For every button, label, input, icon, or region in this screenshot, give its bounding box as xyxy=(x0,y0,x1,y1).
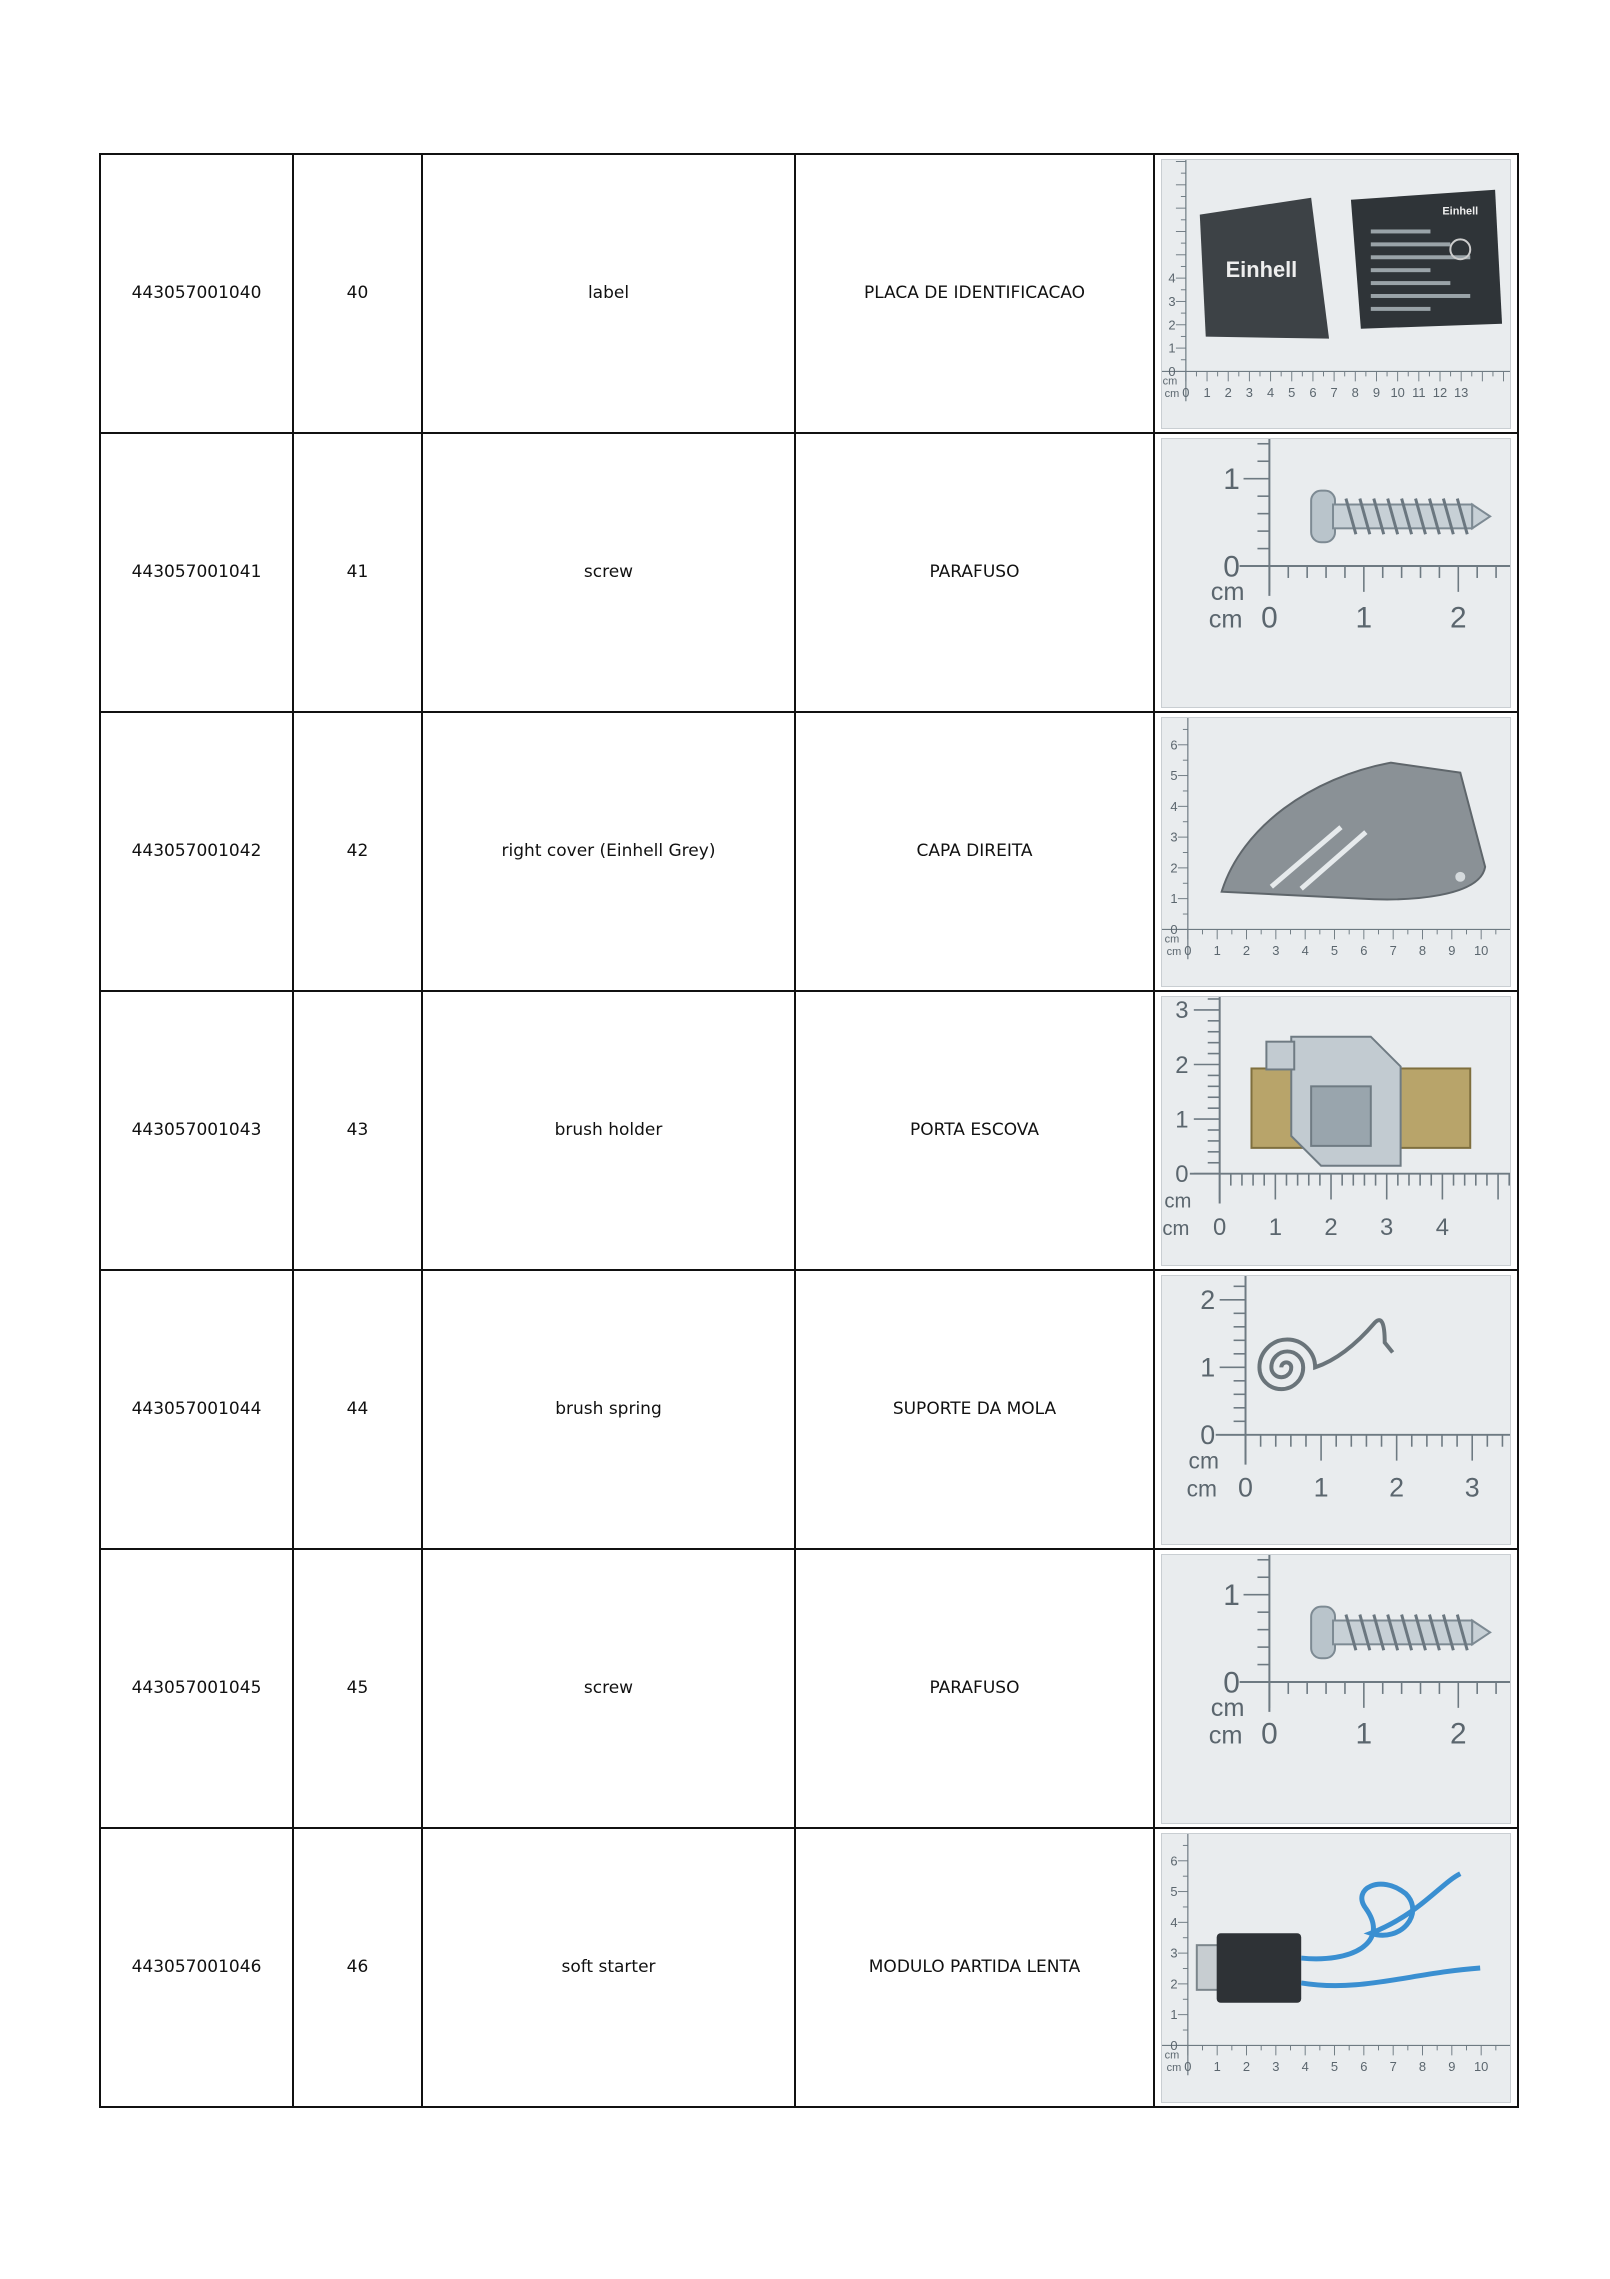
ruler-x-tick-label: 0 xyxy=(1261,1717,1278,1751)
parts-table xyxy=(99,153,1519,2108)
ruler-x-tick-label: 2 xyxy=(1450,1717,1467,1751)
ruler-x-tick-label: 0 xyxy=(1184,942,1192,958)
ruler-x-tick-label: 6 xyxy=(1309,384,1317,400)
ruler-x-tick-label: 0 xyxy=(1213,1213,1227,1241)
part-photo-cell xyxy=(1154,1549,1518,1828)
part-photo-cell xyxy=(1154,1828,1518,2107)
ruler-unit-label: cm xyxy=(1208,1721,1243,1750)
ruler-unit-label: cm xyxy=(1208,605,1243,634)
brush-holder-part xyxy=(1251,1036,1470,1165)
part-photo-cell xyxy=(1154,1270,1518,1549)
ruler-x-tick-label: 10 xyxy=(1473,2058,1489,2074)
ruler-x-tick-label: 7 xyxy=(1389,2058,1397,2074)
ruler-unit-label: cm xyxy=(1210,577,1245,606)
position-number-cell: 42 xyxy=(293,712,422,991)
table-row xyxy=(100,1270,1518,1549)
ruler-x-tick-label: 9 xyxy=(1448,942,1456,958)
article-number-cell: 443057001044 xyxy=(100,1270,293,1549)
soft-starter-part xyxy=(1197,1873,1480,2002)
ruler-x-tick-label: 8 xyxy=(1351,384,1359,400)
ruler-unit-label: cm xyxy=(1164,1189,1192,1212)
part-name-pt-cell: SUPORTE DA MOLA xyxy=(795,1270,1154,1549)
ruler-x-tick-label: 3 xyxy=(1464,1471,1480,1502)
ruler-x-tick-label: 10 xyxy=(1473,942,1489,958)
ruler-x-tick-label: 6 xyxy=(1360,942,1368,958)
ruler-unit-label: cm xyxy=(1166,945,1182,958)
ruler-x-tick-label: 2 xyxy=(1324,1213,1338,1241)
ruler-unit-label: cm xyxy=(1210,1693,1245,1722)
ruler-y-tick-label: 0 xyxy=(1223,1665,1240,1699)
ruler xyxy=(1209,439,1510,635)
ruler-x-tick-label: 7 xyxy=(1330,384,1338,400)
table-row xyxy=(100,433,1518,712)
ruler xyxy=(1187,1276,1510,1502)
position-number-cell: 41 xyxy=(293,433,422,712)
part-name-en-cell: soft starter xyxy=(422,1828,795,2107)
ruler-x-tick-label: 2 xyxy=(1389,1471,1405,1502)
ruler-y-tick-label: 4 xyxy=(1168,270,1176,286)
ruler-x-tick-label: 2 xyxy=(1242,2058,1251,2074)
brush-holder-photo xyxy=(1161,996,1511,1266)
ruler-x-tick-label: 13 xyxy=(1453,384,1469,400)
article-number-cell: 443057001041 xyxy=(100,433,293,712)
part-name-pt-cell: PLACA DE IDENTIFICACAO xyxy=(795,154,1154,433)
ruler-y-tick-label: 3 xyxy=(1175,996,1189,1024)
parts-table-body xyxy=(100,154,1518,2107)
ruler-x-tick-label: 8 xyxy=(1418,2058,1427,2074)
part-name-pt-cell: PARAFUSO xyxy=(795,1549,1154,1828)
position-number-cell: 46 xyxy=(293,1828,422,2107)
ruler-x-tick-label: 2 xyxy=(1224,384,1232,400)
ruler-x-tick-label: 0 xyxy=(1182,384,1190,400)
screw-photo xyxy=(1161,438,1511,708)
ruler-y-tick-label: 0 xyxy=(1175,1160,1189,1188)
ruler-y-tick-label: 2 xyxy=(1170,859,1178,875)
ruler-unit-label: cm xyxy=(1166,2061,1182,2074)
article-number-cell: 443057001042 xyxy=(100,712,293,991)
brand-logo: Einhell xyxy=(1442,205,1479,218)
ruler-y-tick-label: 2 xyxy=(1175,1051,1189,1079)
ruler-x-tick-label: 4 xyxy=(1435,1213,1450,1241)
ruler-x-tick-label: 5 xyxy=(1330,2058,1339,2074)
article-number-cell: 443057001040 xyxy=(100,154,293,433)
screw-part xyxy=(1311,490,1490,542)
ruler-y-tick-label: 1 xyxy=(1223,462,1240,496)
part-name-en-cell: label xyxy=(422,154,795,433)
ruler-x-tick-label: 11 xyxy=(1412,384,1426,400)
ruler-unit-label: cm xyxy=(1164,2048,1180,2061)
ruler-x-tick-label: 2 xyxy=(1450,601,1467,635)
screw-photo xyxy=(1161,1554,1511,1824)
ruler-x-tick-label: 1 xyxy=(1313,1471,1329,1502)
article-number-cell: 443057001043 xyxy=(100,991,293,1270)
ruler-x-tick-label: 0 xyxy=(1238,1471,1253,1502)
part-name-pt-cell: MODULO PARTIDA LENTA xyxy=(795,1828,1154,2107)
ruler-x-tick-label: 10 xyxy=(1390,384,1405,400)
ruler-x-tick-label: 9 xyxy=(1372,384,1381,400)
part-name-en-cell: screw xyxy=(422,433,795,712)
ruler-y-tick-label: 0 xyxy=(1223,549,1240,583)
table-row xyxy=(100,154,1518,433)
ruler-unit-label: cm xyxy=(1188,1447,1219,1474)
ruler-unit-label: cm xyxy=(1164,387,1180,400)
ruler-x-tick-label: 3 xyxy=(1272,2058,1280,2074)
ruler-y-tick-label: 0 xyxy=(1170,921,1178,937)
ruler-y-tick-label: 1 xyxy=(1170,890,1178,906)
part-photo-cell xyxy=(1154,154,1518,433)
position-number-cell: 45 xyxy=(293,1549,422,1828)
ruler-x-tick-label: 3 xyxy=(1272,942,1280,958)
label-photo xyxy=(1161,159,1511,429)
ruler-y-tick-label: 4 xyxy=(1170,798,1178,814)
part-name-pt-cell: PARAFUSO xyxy=(795,433,1154,712)
label-part xyxy=(1200,189,1502,338)
ruler-x-tick-label: 4 xyxy=(1301,2058,1309,2074)
part-name-en-cell: right cover (Einhell Grey) xyxy=(422,712,795,991)
part-name-en-cell: brush spring xyxy=(422,1270,795,1549)
ruler-y-tick-label: 0 xyxy=(1170,2037,1178,2053)
brand-logo: Einhell xyxy=(1225,256,1298,282)
ruler-y-tick-label: 3 xyxy=(1170,829,1178,845)
ruler-x-tick-label: 1 xyxy=(1203,384,1211,400)
ruler-x-tick-label: 3 xyxy=(1245,384,1253,400)
ruler-x-tick-label: 1 xyxy=(1213,2058,1221,2074)
ruler-y-tick-label: 0 xyxy=(1200,1419,1216,1450)
part-name-en-cell: brush holder xyxy=(422,991,795,1270)
ruler-y-tick-label: 2 xyxy=(1200,1284,1216,1315)
part-name-en-cell: screw xyxy=(422,1549,795,1828)
ruler-y-tick-label: 5 xyxy=(1170,1883,1178,1899)
soft-starter-photo xyxy=(1161,1833,1511,2103)
ruler-y-tick-label: 3 xyxy=(1170,1945,1178,1961)
ruler-y-tick-label: 3 xyxy=(1168,293,1176,309)
table-row xyxy=(100,991,1518,1270)
ruler-x-tick-label: 0 xyxy=(1261,601,1278,635)
ruler-x-tick-label: 1 xyxy=(1268,1213,1282,1241)
position-number-cell: 44 xyxy=(293,1270,422,1549)
ruler-y-tick-label: 6 xyxy=(1170,736,1178,752)
ruler-x-tick-label: 12 xyxy=(1432,384,1448,400)
ruler-y-tick-label: 1 xyxy=(1200,1352,1216,1383)
ruler-x-tick-label: 1 xyxy=(1355,1717,1373,1751)
screw-part xyxy=(1311,1606,1490,1658)
ruler-unit-label: cm xyxy=(1164,932,1180,945)
part-name-pt-cell: PORTA ESCOVA xyxy=(795,991,1154,1270)
ruler xyxy=(1209,1555,1510,1751)
ruler-x-tick-label: 1 xyxy=(1213,942,1221,958)
ruler-y-tick-label: 4 xyxy=(1170,1914,1178,1930)
part-photo-cell xyxy=(1154,991,1518,1270)
ruler-x-tick-label: 7 xyxy=(1389,942,1397,958)
part-photo-cell xyxy=(1154,433,1518,712)
table-row xyxy=(100,1828,1518,2107)
ruler-y-tick-label: 1 xyxy=(1175,1105,1189,1133)
ruler-y-tick-label: 5 xyxy=(1170,767,1178,783)
ruler-x-tick-label: 8 xyxy=(1418,942,1427,958)
ruler-y-tick-label: 6 xyxy=(1170,1852,1178,1868)
ruler-x-tick-label: 5 xyxy=(1330,942,1339,958)
ruler-x-tick-label: 0 xyxy=(1184,2058,1192,2074)
ruler-x-tick-label: 5 xyxy=(1288,384,1296,400)
part-name-pt-cell: CAPA DIREITA xyxy=(795,712,1154,991)
ruler-x-tick-label: 2 xyxy=(1242,942,1251,958)
ruler-x-tick-label: 4 xyxy=(1301,942,1309,958)
article-number-cell: 443057001045 xyxy=(100,1549,293,1828)
ruler-x-tick-label: 4 xyxy=(1266,384,1275,400)
ruler-y-tick-label: 0 xyxy=(1168,363,1176,379)
cover-photo xyxy=(1161,717,1511,987)
ruler-unit-label: cm xyxy=(1186,1474,1217,1501)
article-number-cell: 443057001046 xyxy=(100,1828,293,2107)
ruler-x-tick-label: 9 xyxy=(1448,2058,1456,2074)
cover-part xyxy=(1222,762,1485,899)
position-number-cell: 43 xyxy=(293,991,422,1270)
table-row xyxy=(100,1549,1518,1828)
position-number-cell: 40 xyxy=(293,154,422,433)
ruler-x-tick-label: 1 xyxy=(1355,601,1373,635)
spring-part xyxy=(1259,1320,1392,1389)
spring-photo xyxy=(1161,1275,1511,1545)
ruler-y-tick-label: 1 xyxy=(1170,2006,1178,2022)
ruler-unit-label: cm xyxy=(1162,1217,1190,1240)
table-row xyxy=(100,712,1518,991)
ruler-y-tick-label: 1 xyxy=(1223,1578,1240,1612)
ruler-unit-label: cm xyxy=(1162,374,1178,387)
ruler-x-tick-label: 3 xyxy=(1380,1213,1394,1241)
ruler-y-tick-label: 2 xyxy=(1170,1975,1178,1991)
ruler-y-tick-label: 2 xyxy=(1168,316,1176,332)
part-photo-cell xyxy=(1154,712,1518,991)
ruler-y-tick-label: 1 xyxy=(1168,340,1176,356)
ruler-x-tick-label: 6 xyxy=(1360,2058,1368,2074)
